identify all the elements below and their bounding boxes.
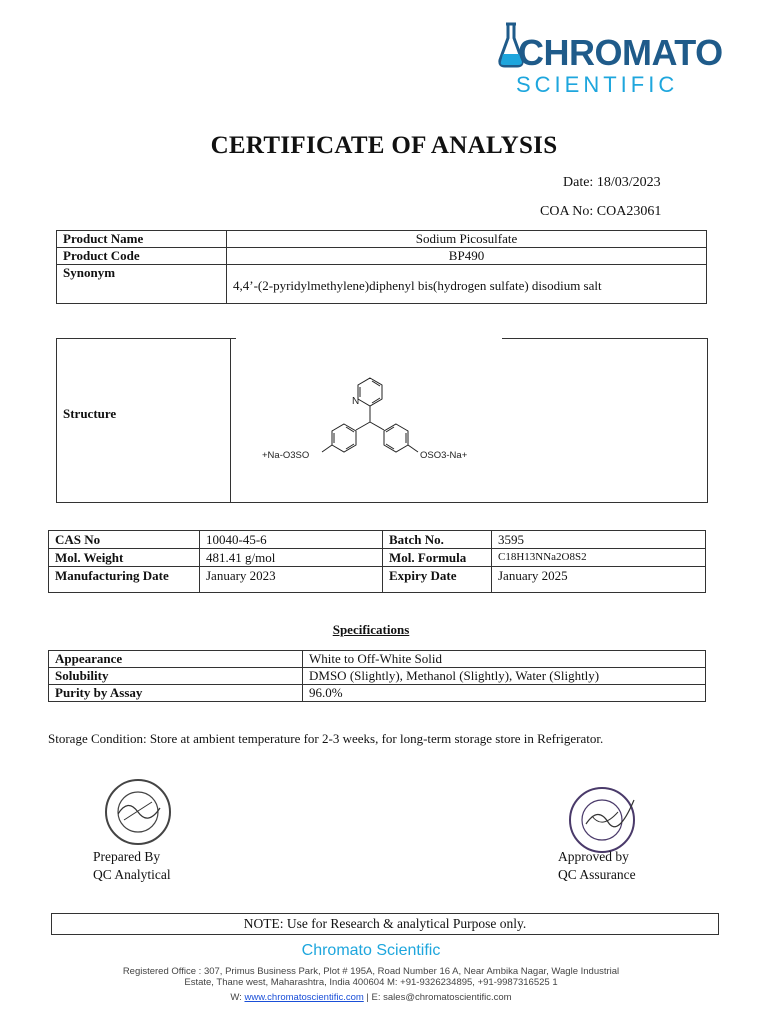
company-logo: [496, 18, 723, 98]
qc-assurance-stamp: [568, 786, 636, 854]
specifications-title: Specifications: [332, 622, 410, 637]
synonym-value: 4,4’-(2-pyridylmethylene)diphenyl bis(hydrogen sulfate) disodium salt: [227, 265, 707, 304]
structure-top-border: [56, 338, 236, 339]
structure-top-border: [502, 338, 707, 339]
date-line: Date: 18/03/2023: [563, 175, 661, 190]
logo-line2: SCIENTIFIC: [516, 72, 679, 97]
table-row: [49, 668, 706, 685]
footer-brand: Chromato Scientific: [301, 942, 441, 959]
email-text: | E: sales@chromatoscientific.com: [363, 992, 512, 1003]
approved-by-line2: QC Assurance: [558, 867, 636, 882]
batch-label: Batch No.: [383, 531, 492, 549]
expiry-date-value: January 2025: [492, 567, 706, 593]
solubility-label: Solubility: [49, 668, 303, 685]
table-row: [49, 567, 706, 593]
qc-analytical-stamp: [104, 778, 172, 846]
batch-value: 3595: [492, 531, 706, 549]
note-box: NOTE: Use for Research & analytical Purpose only.: [51, 913, 719, 935]
purity-label: Purity by Assay: [49, 685, 303, 702]
web-prefix: W:: [230, 992, 245, 1003]
left-substituent: +Na-O3SO: [262, 450, 310, 461]
table-row: [57, 248, 707, 265]
mol-weight-label: Mol. Weight: [49, 549, 200, 567]
chemical-structure-diagram: [260, 370, 490, 470]
table-row: [57, 231, 707, 248]
table-row: [49, 549, 706, 567]
synonym-label: Synonym: [57, 265, 227, 304]
product-table: [56, 230, 707, 304]
mol-formula-label: Mol. Formula: [383, 549, 492, 567]
specifications-table: [48, 650, 706, 702]
address-line2: Estate, Thane west, Maharashtra, India 400604 M: +91-9326234895, +91-9987316525 1: [184, 977, 558, 988]
right-substituent: OSO3-Na+: [420, 450, 468, 461]
appearance-label: Appearance: [49, 651, 303, 668]
website-link[interactable]: www.chromatoscientific.com: [244, 992, 364, 1003]
details-table: [48, 530, 706, 593]
mol-formula-value: C18H13NNa2O8S2: [492, 549, 706, 567]
prepared-by-line1: Prepared By: [93, 849, 161, 864]
product-name-value: Sodium Picosulfate: [227, 231, 707, 248]
structure-divider: [230, 339, 231, 502]
logo-line1: CHROMATO: [518, 32, 723, 73]
purity-value: 96.0%: [303, 685, 706, 702]
page-title: CERTIFICATE OF ANALYSIS: [210, 132, 558, 159]
prepared-by-line2: QC Analytical: [93, 867, 171, 882]
footer-contact: [0, 992, 742, 1003]
solubility-value: DMSO (Slightly), Methanol (Slightly), Water (Slightly): [303, 668, 706, 685]
approved-by: [558, 848, 636, 884]
product-code-value: BP490: [227, 248, 707, 265]
coa-number: COA No: COA23061: [540, 204, 662, 219]
structure-label: Structure: [63, 406, 117, 421]
table-row: [49, 531, 706, 549]
table-row: [57, 265, 707, 304]
mol-weight-value: 481.41 g/mol: [200, 549, 383, 567]
product-name-label: Product Name: [57, 231, 227, 248]
storage-condition: Storage Condition: Store at ambient temperature for 2-3 weeks, for long-term storage store in Refrigerator.: [48, 731, 604, 746]
cas-label: CAS No: [49, 531, 200, 549]
prepared-by: [93, 848, 171, 884]
nitrogen-label: N: [352, 396, 360, 407]
appearance-value: White to Off-White Solid: [303, 651, 706, 668]
mfg-date-label: Manufacturing Date: [49, 567, 200, 593]
address-line1: Registered Office : 307, Primus Business Park, Plot # 195A, Road Number 16 A, Near Ambika Nagar, Wagle Industrial: [122, 966, 620, 977]
cas-value: 10040-45-6: [200, 531, 383, 549]
footer-address: [0, 966, 742, 988]
approved-by-line1: Approved by: [558, 849, 629, 864]
table-row: [49, 651, 706, 668]
table-row: [49, 685, 706, 702]
product-code-label: Product Code: [57, 248, 227, 265]
expiry-date-label: Expiry Date: [383, 567, 492, 593]
mfg-date-value: January 2023: [200, 567, 383, 593]
